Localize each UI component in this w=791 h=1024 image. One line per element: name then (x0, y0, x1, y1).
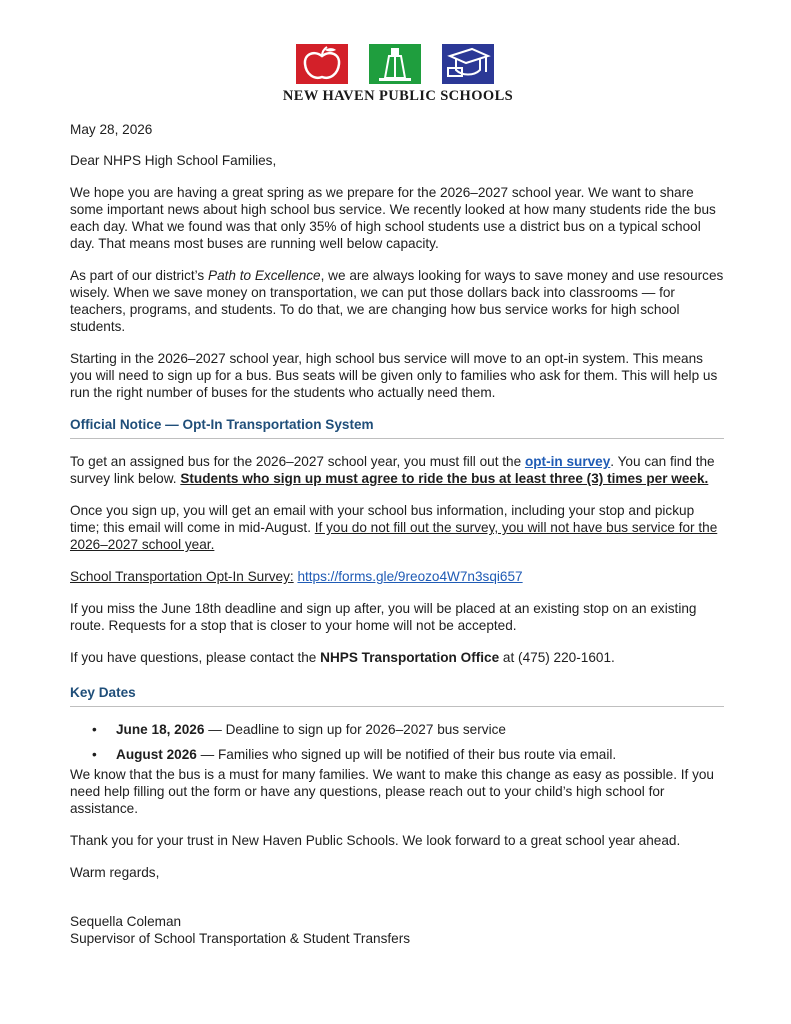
survey-url-link[interactable]: https://forms.gle/9reozo4W7n3sqi657 (297, 569, 523, 584)
letter-body (70, 121, 724, 947)
list-item: • August 2026 — Families who signed up will be notified of their bus route via email. (92, 747, 617, 762)
signer-title: Supervisor of School Transportation & Student Transfers (70, 931, 411, 946)
program-name: Path to Excellence (208, 268, 321, 283)
paragraph-opt-in-system: Starting in the 2026–2027 school year, high school bus service will move to an opt-in system. This means you will need to sign up for a bus. Bus seats will be given only to families who ask for them. This will help us run the right number of buses for the students who actually need them. (70, 351, 718, 400)
list-item: • June 18, 2026 — Deadline to sign up for 2026–2027 bus service (92, 722, 506, 737)
key-dates-heading: Key Dates (70, 684, 724, 707)
paragraph-survey-requirement: To get an assigned bus for the 2026–2027 school year, you must fill out the opt-in survey. You can find the survey link below. Students who sign up must agree to ride the bus at least three (3) times per week. (70, 454, 715, 486)
apple-logo-tile (296, 44, 348, 84)
paragraph-deadline: If you miss the June 18th deadline and sign up after, you will be placed at an existing stop on an existing route. Requests for a stop that is closer to your home will not be accepted. (70, 601, 697, 633)
opt-in-survey-link[interactable]: opt-in survey (524, 454, 611, 469)
paragraph-assistance: We know that the bus is a must for many families. We want to make this change as easy as possible. If you need help filling out the form or have any questions, please reach out to your child’s high school for assistance. (70, 767, 714, 816)
bullet-icon: • (92, 722, 97, 737)
official-notice-heading: Official Notice — Opt-In Transportation System (70, 416, 724, 439)
paragraph-thank-you: Thank you for your trust in New Haven Public Schools. We look forward to a great school year ahead. (70, 833, 681, 848)
letter-date: May 28, 2026 (70, 122, 153, 137)
survey-label: School Transportation Opt-In Survey: (70, 569, 294, 584)
paragraph-intro: We hope you are having a great spring as we prepare for the 2026–2027 school year. We want to share some important news about high school bus service. We recently looked at how many students ride the bus each day. What we found was that only 35% of high school students use a district bus on a typical school day. That means most buses are running well below capacity. (70, 185, 716, 251)
closing: Warm regards, (70, 865, 160, 880)
greeting: Dear NHPS High School Families, (70, 153, 277, 168)
nhps-logo (258, 44, 538, 106)
tower-logo-tile (369, 44, 421, 84)
signer-name: Sequella Coleman (70, 914, 182, 929)
district-name: NEW HAVEN PUBLIC SCHOOLS (282, 88, 514, 104)
paragraph-path-to-excellence: As part of our district’s Path to Excellence, we are always looking for ways to save money and use resources wisely. When we save money on transportation, we can put those dollars back into classrooms — for teachers, programs, and students. To do that, we are changing how bus service works for high school students. (70, 268, 724, 334)
transportation-office: NHPS Transportation Office (320, 650, 500, 665)
graduation-cap-logo-tile (442, 44, 494, 84)
paragraph-signup-email: Once you sign up, you will get an email with your school bus information, including your stop and pickup time; this email will come in mid-August. If you do not fill out the survey, you will not have bus service for the 2026–2027 school year. (70, 503, 718, 552)
key-dates-list (70, 721, 724, 763)
ride-requirement: Students who sign up must agree to ride the bus at least three (3) times per week. (180, 471, 709, 486)
bullet-icon: • (92, 747, 97, 762)
paragraph-contact: If you have questions, please contact the NHPS Transportation Office at (475) 220-1601. (70, 650, 615, 665)
survey-link-line (70, 568, 724, 585)
no-service-warning: If you do not fill out the survey, you will not have bus service for the 2026–2027 school year. (70, 520, 718, 552)
